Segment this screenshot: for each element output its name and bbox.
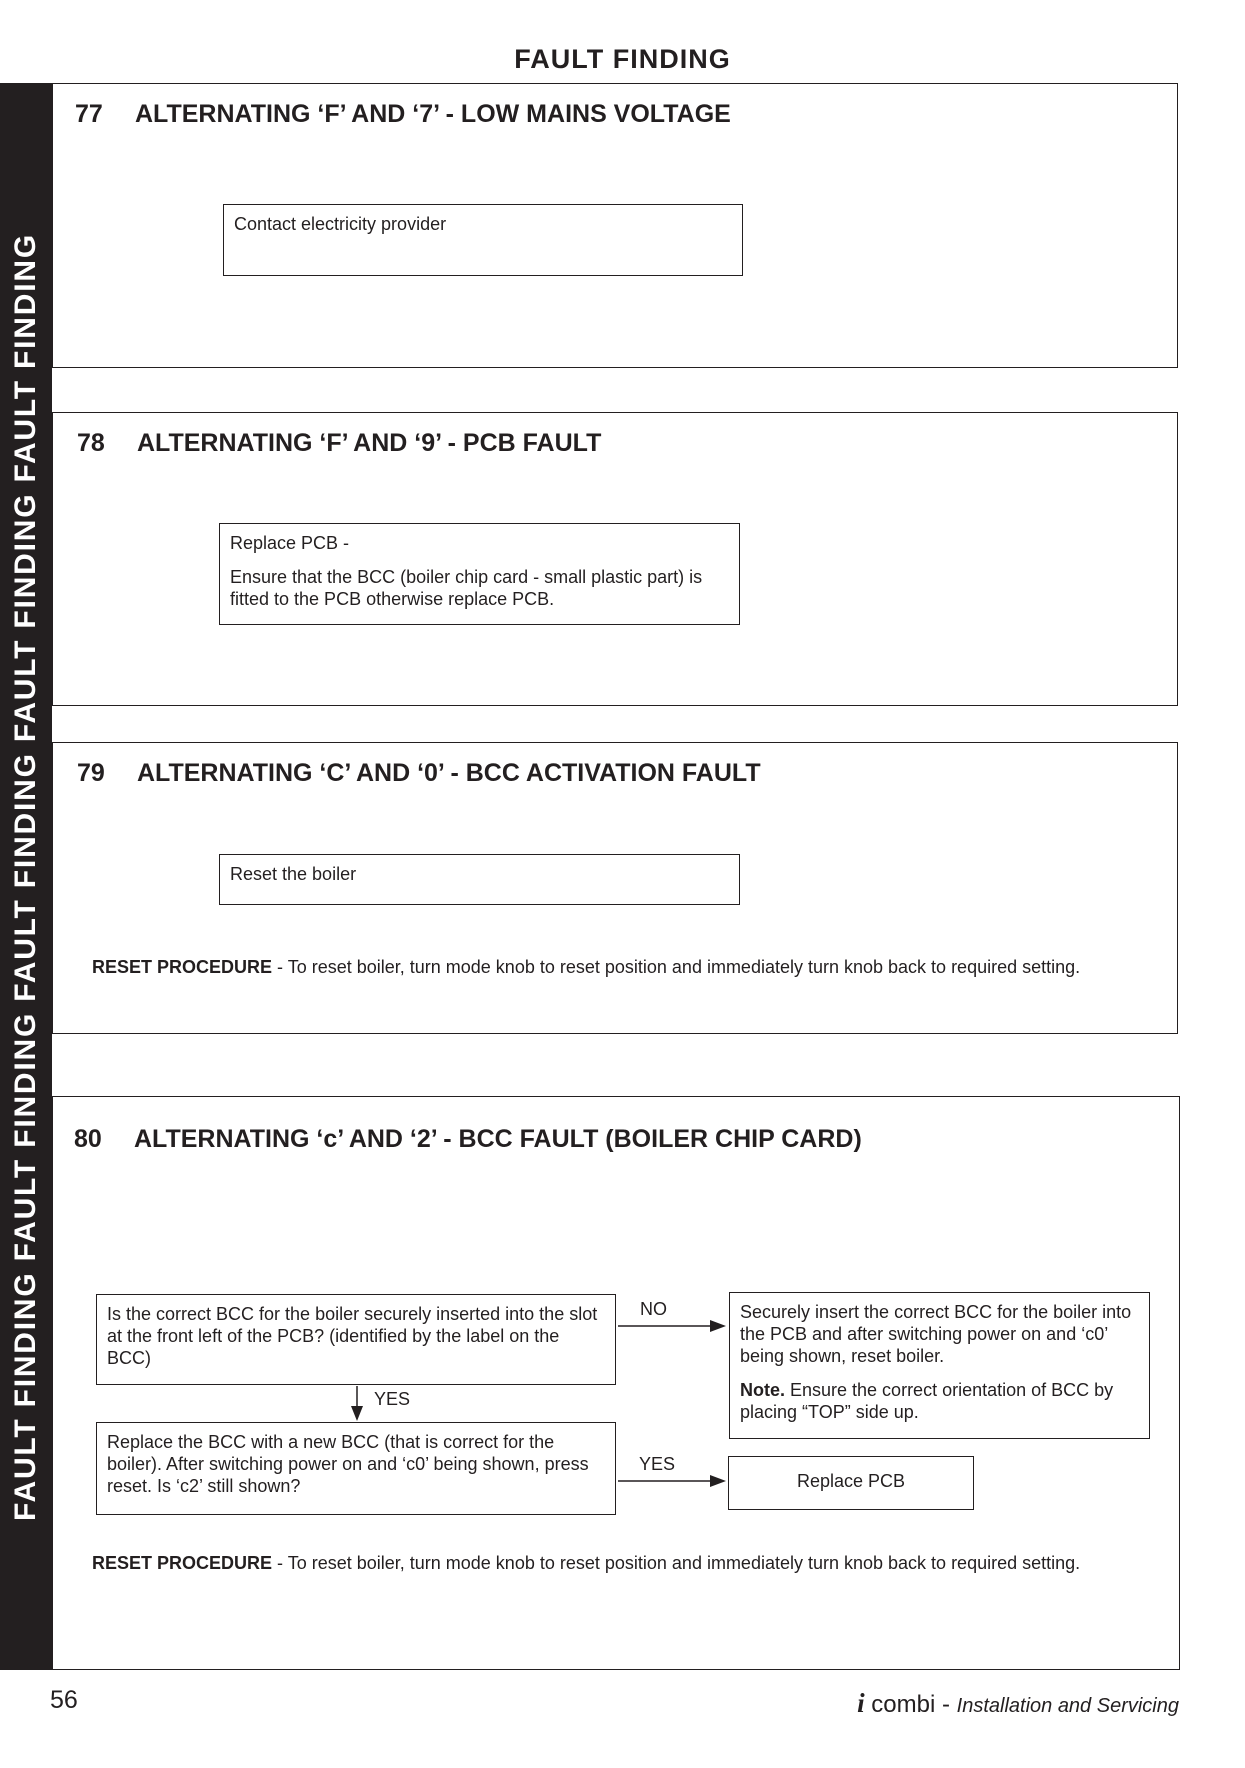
side-tab-label: FAULT FINDING FAULT FINDING FAULT FINDING FAULT FINDING FAULT FINDING	[9, 232, 42, 1521]
note-text: Ensure the correct orientation of BCC by placing “TOP” side up.	[740, 1380, 1114, 1422]
section-number: 79	[77, 759, 105, 787]
action-text: Replace PCB	[796, 1471, 906, 1491]
reset-procedure-text: - To reset boiler, turn mode knob to reset position and immediately turn knob back to required setting.	[272, 1553, 1081, 1573]
section-heading: ALTERNATING ‘F’ AND ‘7’ - LOW MAINS VOLTAGE	[135, 100, 731, 128]
page-title: FAULT FINDING	[514, 44, 731, 74]
reset-procedure-text: - To reset boiler, turn mode knob to reset position and immediately turn knob back to required setting.	[272, 957, 1081, 977]
reset-procedure-label: RESET PROCEDURE	[92, 1553, 273, 1573]
section-number: 80	[74, 1125, 102, 1153]
no-label: NO	[640, 1299, 667, 1319]
yes-arrow-head	[351, 1406, 363, 1421]
section-heading: ALTERNATING ‘c’ AND ‘2’ - BCC FAULT (BOILER CHIP CARD)	[134, 1125, 862, 1153]
yes-arrow-head-2	[710, 1475, 726, 1487]
footer-brand	[857, 1688, 1179, 1719]
note-label: Note.	[740, 1380, 785, 1400]
brand-name: combi -	[864, 1691, 957, 1718]
section-number: 77	[75, 100, 103, 128]
action-text: Contact electricity provider	[234, 214, 447, 234]
page-number: 56	[50, 1686, 78, 1714]
section-heading: ALTERNATING ‘C’ AND ‘0’ - BCC ACTIVATION FAULT	[137, 759, 761, 787]
brand-i: i	[857, 1688, 865, 1718]
yes-label: YES	[639, 1454, 676, 1474]
no-arrow-head	[710, 1320, 726, 1332]
section-heading: ALTERNATING ‘F’ AND ‘9’ - PCB FAULT	[137, 429, 602, 457]
yes-label: YES	[374, 1389, 411, 1409]
question-text: Replace the BCC with a new BCC (that is correct for the boiler). After switching power on and ‘c0’ being shown, press reset. Is ‘c2’ still shown?	[107, 1432, 589, 1496]
brand-subtitle: Installation and Servicing	[956, 1695, 1179, 1717]
action-text: Reset the boiler	[230, 864, 357, 884]
action-text: Replace PCB -	[230, 533, 350, 553]
reset-procedure-label: RESET PROCEDURE	[92, 957, 273, 977]
action-detail: Ensure that the BCC (boiler chip card - small plastic part) is fitted to the PCB otherwise replace PCB.	[230, 567, 703, 609]
section-number: 78	[77, 429, 105, 457]
action-text: Securely insert the correct BCC for the boiler into the PCB and after switching power on and ‘c0’ being shown, reset boiler.	[740, 1302, 1132, 1366]
question-text: Is the correct BCC for the boiler securely inserted into the slot at the front left of the PCB? (identified by the label on the BCC)	[107, 1304, 598, 1368]
